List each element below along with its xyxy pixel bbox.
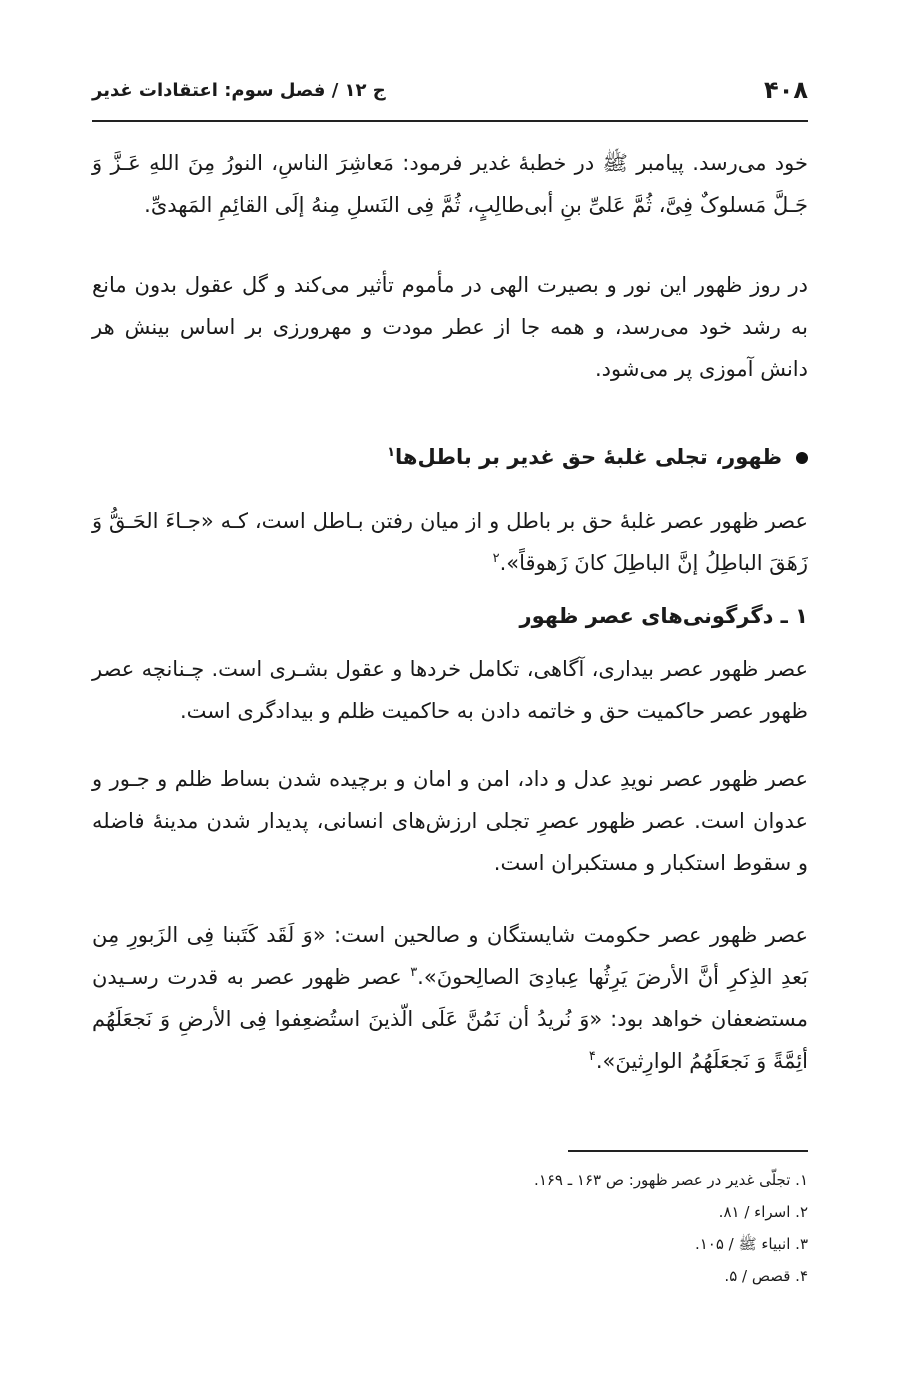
paragraph-text: عصر ظهور عصر بیداری، آگاهی، تکامل خردها و عقول بشـری است. چـنانچه عصر ظهور عصر حاکمیت حق و خاتمه دادن به حاکمیت ظلم و بیدادگری است. [92, 657, 808, 723]
paragraph-text: عصر ظهور عصر به قدرت رسـیدن مستضعفان خواهد بود: «وَ نُریدُ أن نَمُنَّ عَلَی الّذینَ استُضعِفوا فِی الأرضِ وَ نَجعَلَهُم أئِمَّةً وَ نَجعَلَهُمُ الوارِثینَ». [92, 965, 808, 1073]
paragraph-4 [92, 648, 808, 732]
running-header [92, 76, 808, 116]
footnote-ref: ۱ [387, 445, 396, 460]
header-divider [92, 120, 808, 122]
paragraph-1 [92, 142, 808, 226]
paragraph-text: خود می‌رسد. پیامبر ﷺ در خطبۀ غدیر فرمود: مَعاشِرَ الناسِ، النورُ مِنَ اللهِ عَـزَّ وَ جَـلَّ مَسلوکٌ فِیَّ، ثُمَّ عَلیِّ بنِ أبی‌طالِبٍ، ثُمَّ فِی النَسلِ مِنهُ إلَی القائِمِ المَهدیِّ. [92, 151, 808, 217]
footnote-ref: ۴ [588, 1049, 596, 1064]
running-title: ج ۱۲ / فصل سوم: اعتقادات غدیر [92, 80, 386, 101]
paragraph-text: عصر ظهور عصر نویدِ عدل و داد، امن و امان و برچیده شدن بساط ظلم و جـور و عدوان است. عصر ظهور عصرِ تجلی ارزش‌های انسانی، پدیدار شدن مدینۀ فاضله و سقوط استکبار و مستکبران است. [92, 767, 808, 875]
footnote-ref: ۲ [492, 551, 500, 566]
footnote-item: ۳. انبیاء ﷺ / ۱۰۵. [694, 1235, 808, 1253]
numbered-heading: ۱ ـ دگرگونی‌های عصر ظهور [519, 604, 808, 628]
footnote-item: ۱. تجلّی غدیر در عصر ظهور: ص ۱۶۳ ـ ۱۶۹. [534, 1171, 808, 1189]
footnote-divider [568, 1150, 808, 1152]
paragraph-6 [92, 914, 808, 1082]
page-number: ۴۰۸ [764, 76, 808, 104]
bullet-icon [796, 452, 808, 464]
paragraph-text: در روز ظهور این نور و بصیرت الهی در مأموم تأثیر می‌کند و گل عقول بدون مانع به رشد خود می‌رسد، و همه جا از عطر مودت و مهرورزی بر اساس بینش هر دانش آموزی پر می‌شود. [92, 273, 808, 381]
footnotes [92, 1164, 808, 1292]
footnote-item: ۴. قصص / ۵. [724, 1267, 808, 1285]
footnote-item: ۲. اسراء / ۸۱. [718, 1203, 808, 1221]
footnote-ref: ۳ [410, 965, 418, 980]
paragraph-2 [92, 264, 808, 390]
bullet-heading-text: ظهور، تجلی غلبۀ حق غدیر بر باطل‌ها [395, 445, 782, 469]
paragraph-text: عصر ظهور عصر غلبۀ حق بر باطل و از میان رفتن بـاطل است، کـه «جـاءَ الحَـقُّ وَ زَهَقَ الباطِلُ إنَّ الباطِلَ کانَ زَهوقاً». [92, 509, 808, 575]
paragraph-3 [92, 500, 808, 584]
paragraph-text: عصر ظهور عصر حکومت شایستگان و صالحین است: «وَ لَقَد کَتَبنا فِی الزَبورِ مِن بَعدِ الذِکرِ أنَّ الأرضَ یَرِثُها عِبادِیَ الصالِحونَ». [92, 923, 808, 989]
paragraph-5 [92, 758, 808, 884]
bullet-heading [92, 445, 808, 469]
